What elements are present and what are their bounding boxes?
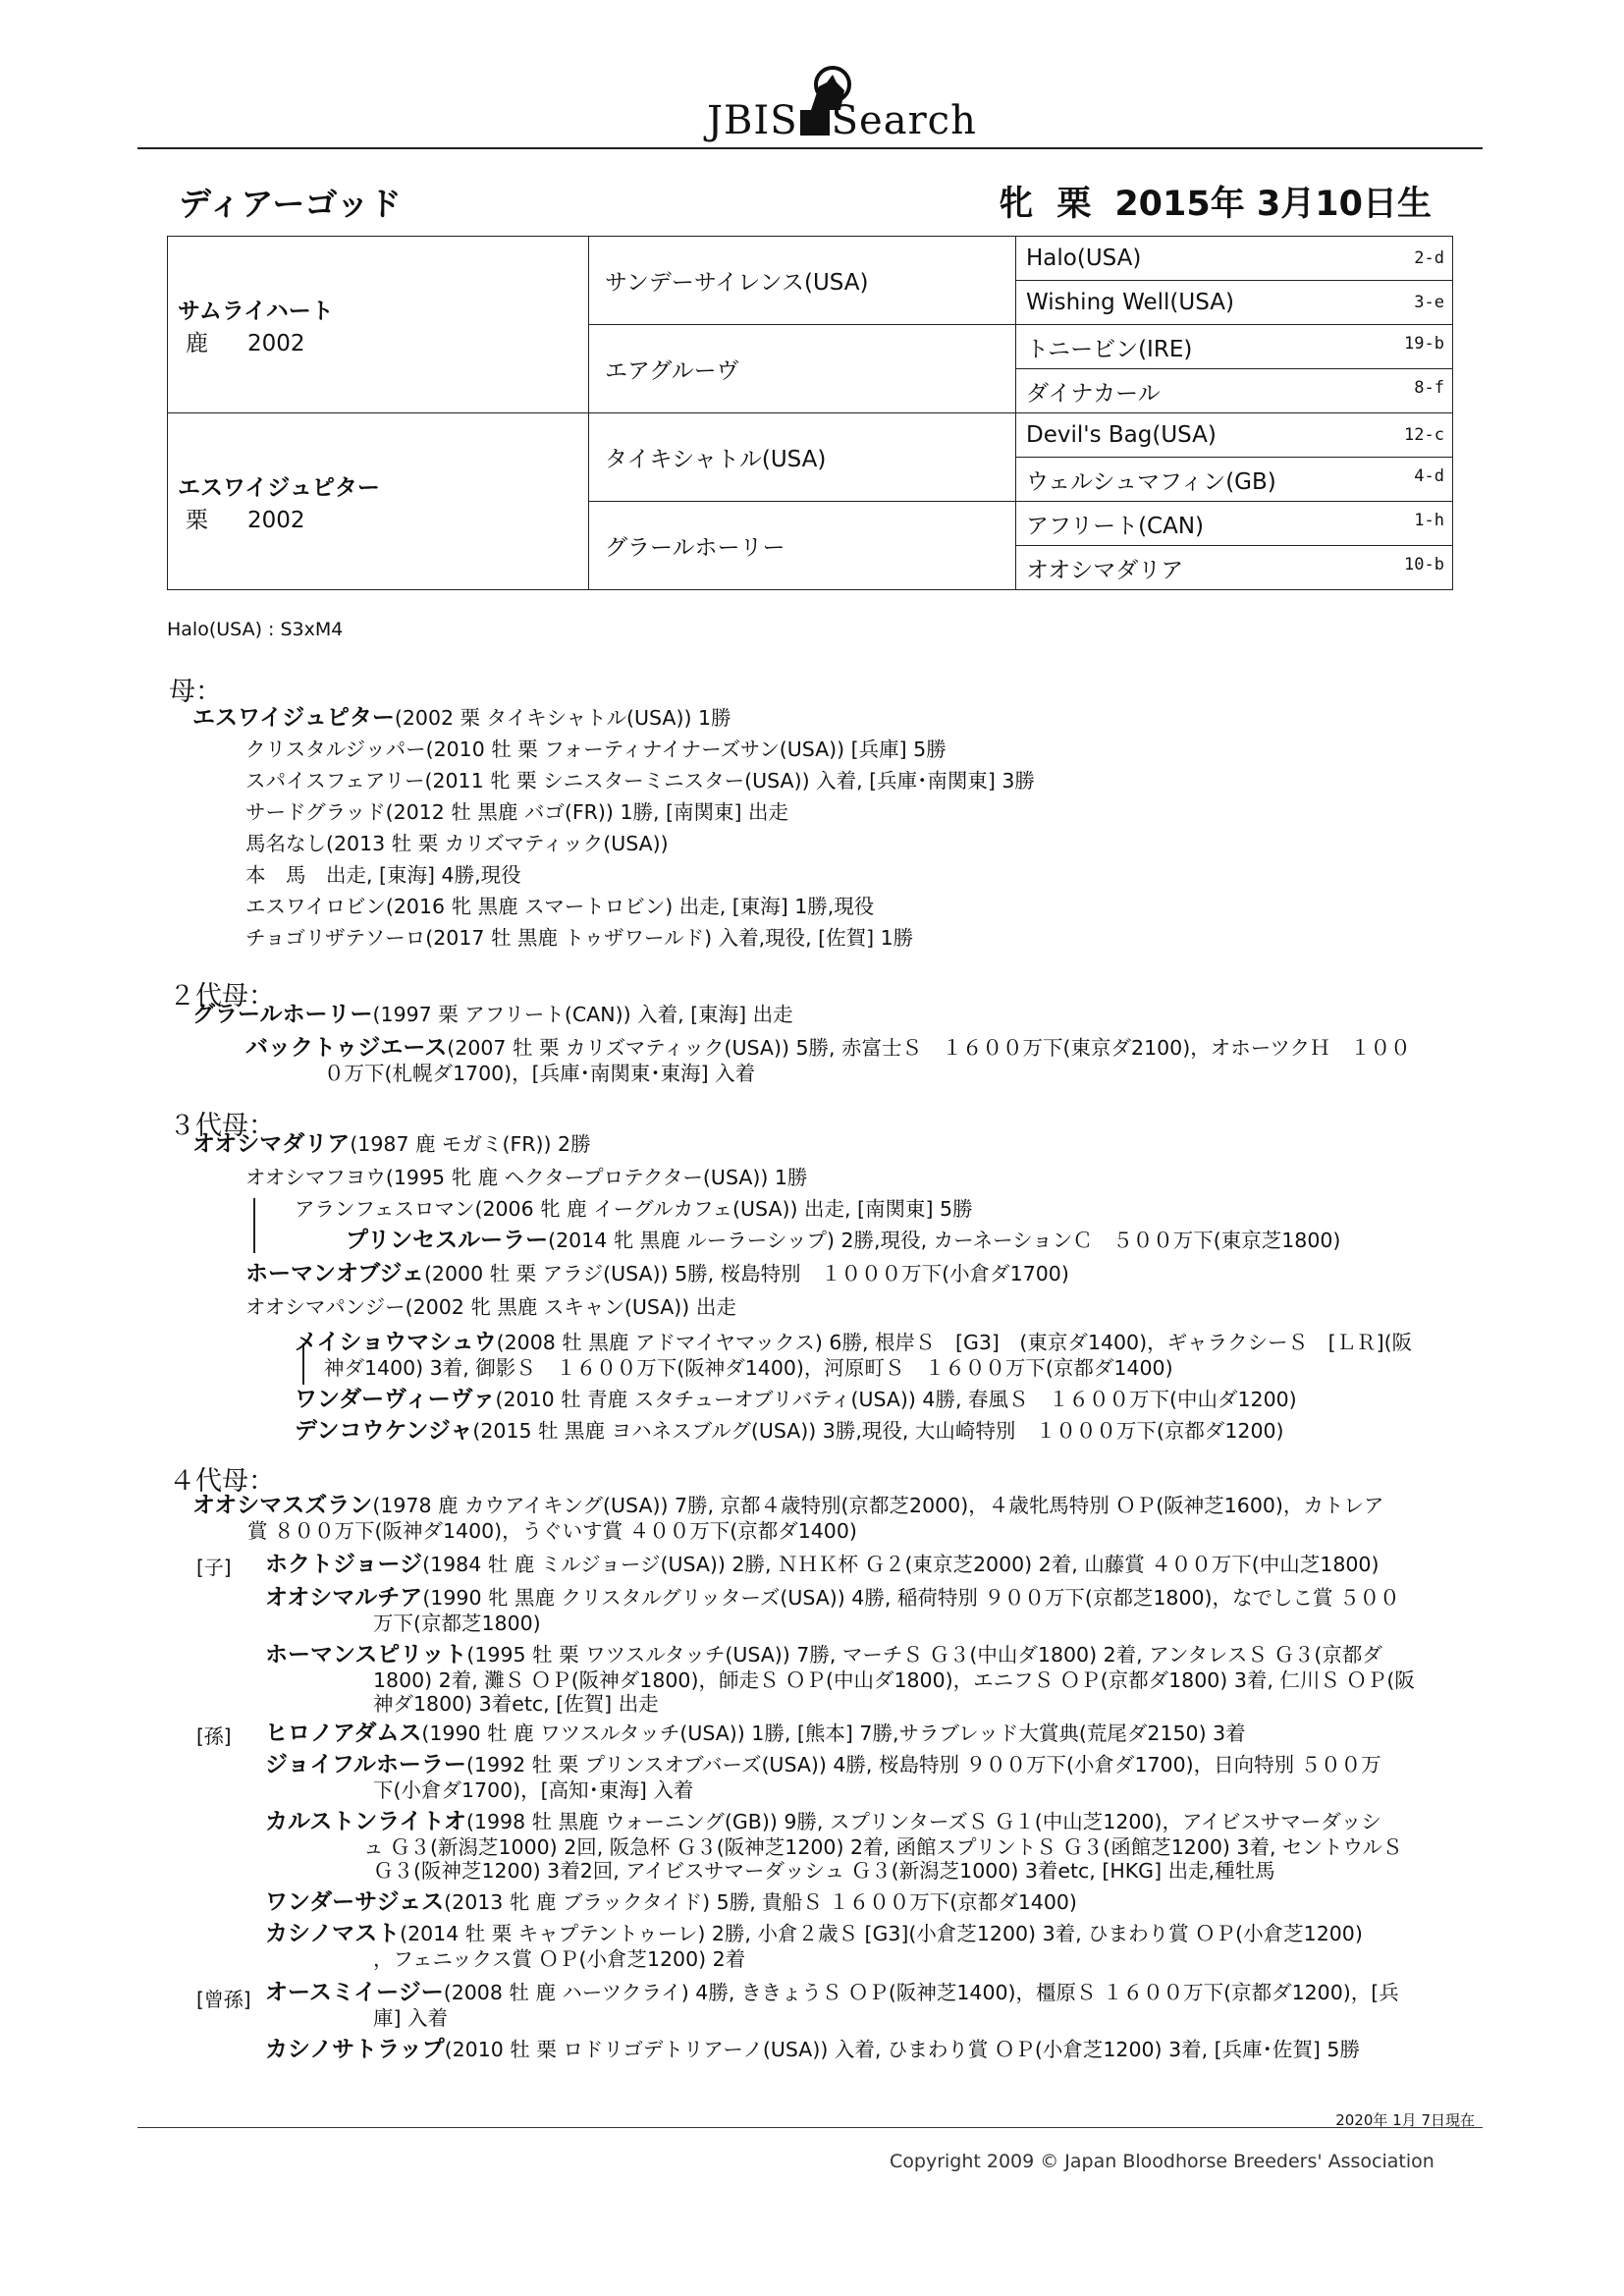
section-g3: ３代母： bbox=[169, 1111, 275, 1141]
section-g4: ４代母： bbox=[169, 1466, 275, 1497]
pedigree-gen3: Halo(USA) 2-d bbox=[1016, 237, 1453, 281]
family-line: アランフェスロマン(2006 牝 鹿 イーグルカフェ(USA)) 出走, [南関東] 5勝 bbox=[295, 1197, 973, 1221]
family-line: ，フェニックス賞 ＯＰ(小倉芝1200) 2着 bbox=[373, 1947, 746, 1971]
section-g2: ２代母： bbox=[169, 981, 275, 1011]
tag-mago: [孫] bbox=[196, 1724, 232, 1748]
family-line: ホーマンオブジェ(2000 牡 栗 アラジ(USA)) 5勝, 桜島特別 １０００万下(小倉ダ1700) bbox=[245, 1261, 1069, 1286]
family-line: 神ダ1400) 3着, 御影Ｓ １６００万下(阪神ダ1400)，河原町Ｓ １６００万下(京都ダ1400) bbox=[324, 1356, 1173, 1380]
logo-text: JBIS Search bbox=[707, 98, 977, 143]
pedigree-gen3: Devil's Bag(USA) 12-c bbox=[1016, 413, 1453, 458]
family-line: 本 馬 出走, [東海] 4勝,現役 bbox=[245, 863, 521, 887]
family-line: 賞 ８００万下(阪神ダ1400)，うぐいす賞 ４００万下(京都ダ1400) bbox=[247, 1519, 857, 1543]
family-line: オオシマルチア(1990 牝 黒鹿 クリスタルグリッターズ(USA)) 4勝, 稲荷特別 ９００万下(京都芝1800)，なでしこ賞 ５００ bbox=[265, 1585, 1400, 1611]
family-line: ジョイフルホーラー(1992 牡 栗 プリンスオブバーズ(USA)) 4勝, 桜島特別 ９００万下(小倉ダ1700)，日向特別 ５００万 bbox=[265, 1752, 1381, 1777]
pedigree-dam: エスワイジュピター 栗 2002 bbox=[168, 413, 589, 590]
family-line: エスワイジュピター(2002 栗 タイキシャトル(USA)) 1勝 bbox=[192, 705, 731, 731]
family-line: チョゴリザテソーロ(2017 牡 黒鹿 トゥザワールド) 入着,現役, [佐賀] 1勝 bbox=[245, 926, 914, 950]
jbis-logo bbox=[707, 61, 977, 149]
family-line: デンコウケンジャ(2015 牡 黒鹿 ヨハネスブルグ(USA)) 3勝,現役, 大山崎特別 １０００万下(京都ダ1200) bbox=[295, 1418, 1284, 1444]
family-line: オオシマスズラン(1978 鹿 カウアイキング(USA)) 7勝, 京都４歳特別(京都芝2000)，４歳牝馬特別 ＯＰ(阪神芝1600)，カトレア bbox=[192, 1493, 1384, 1518]
family-line: カルストンライトオ(1998 牡 黒鹿 ウォーニング(GB)) 9勝, スプリンターズＳ Ｇ１(中山芝1200)，アイビスサマーダッシ bbox=[265, 1809, 1381, 1834]
family-line: ヒロノアダムス(1990 牡 鹿 ワツスルタッチ(USA)) 1勝, [熊本] 7勝,サラブレッド大賞典(荒尾ダ2150) 3着 bbox=[265, 1721, 1246, 1746]
pedigree-table bbox=[167, 236, 1453, 590]
family-line: ０万下(札幌ダ1700)，[兵庫･南関東･東海] 入着 bbox=[324, 1062, 756, 1085]
horse-color: 栗 bbox=[1056, 185, 1092, 224]
family-line: ワンダーサジェス(2013 牝 鹿 ブラックタイド) 5勝, 貴船Ｓ １６００万下(京都ダ1400) bbox=[265, 1889, 1077, 1915]
horse-sex: 牝 bbox=[999, 185, 1034, 224]
family-line: グラールホーリー(1997 栗 アフリート(CAN)) 入着, [東海] 出走 bbox=[192, 1002, 793, 1027]
pedigree-gen3: オオシマダリア 10-b bbox=[1016, 546, 1453, 590]
family-line: カシノマスト(2014 牡 栗 キャプテントゥーレ) 2勝, 小倉２歳Ｓ [G3](小倉芝1200) 3着, ひまわり賞 ＯＰ(小倉芝1200) bbox=[265, 1921, 1363, 1946]
family-line: 神ダ1800) 3着etc, [佐賀] 出走 bbox=[373, 1692, 659, 1716]
family-line: 下(小倉ダ1700)，[高知･東海] 入着 bbox=[373, 1778, 694, 1802]
horse-name: ディアーゴッド bbox=[179, 185, 402, 223]
section-dam: 母： bbox=[169, 677, 222, 707]
inbreeding-note: Halo(USA) : S3xM4 bbox=[167, 619, 344, 640]
header-rule bbox=[137, 147, 1483, 149]
pedigree-gen3: トニービン(IRE) 19-b bbox=[1016, 325, 1453, 369]
family-line: ホクトジョージ(1984 牡 鹿 ミルジョージ(USA)) 2勝, ＮＨＫ杯 Ｇ２(東京芝2000) 2着, 山藤賞 ４００万下(中山芝1800) bbox=[265, 1552, 1380, 1577]
pedigree-gen3: Wishing Well(USA) 3-e bbox=[1016, 281, 1453, 325]
copyright: Copyright 2009 © Japan Bloodhorse Breeders' Association bbox=[890, 2151, 1435, 2172]
family-line: プリンセスルーラー(2014 牝 黒鹿 ルーラーシップ) 2勝,現役, カーネーションＣ ５００万下(東京芝1800) bbox=[346, 1228, 1341, 1253]
lineage-bar bbox=[253, 1198, 255, 1253]
family-line: オースミイージー(2008 牡 鹿 ハーツクライ) 4勝, ききょうＳ ＯＰ(阪神芝1400)，橿原Ｓ １６００万下(京都ダ1200)，[兵 bbox=[265, 1980, 1399, 2005]
family-line: バックトゥジエース(2007 牡 栗 カリズマティック(USA)) 5勝, 赤富士Ｓ １６００万下(東京ダ2100)，オホーツクＨ １００ bbox=[245, 1035, 1411, 1061]
pedigree-gen2: グラールホーリー bbox=[589, 502, 1016, 590]
family-line: メイショウマシュウ(2008 牡 黒鹿 アドマイヤマックス) 6勝, 根岸Ｓ [G3] (東京ダ1400)，ギャラクシーＳ [ＬＲ](阪 bbox=[295, 1330, 1413, 1355]
family-line: オオシマフヨウ(1995 牝 鹿 ヘクタープロテクター(USA)) 1勝 bbox=[245, 1166, 808, 1189]
horse-birth: 2015年 3月10日生 bbox=[1114, 185, 1432, 224]
pedigree-gen2: サンデーサイレンス(USA) bbox=[589, 237, 1016, 325]
family-line: ュ Ｇ３(新潟芝1000) 2回, 阪急杯 Ｇ３(阪神芝1200) 2着, 函館スプリントＳ Ｇ３(函館芝1200) 3着, セントウルＳ bbox=[363, 1835, 1403, 1859]
family-line: ホーマンスピリット(1995 牡 栗 ワツスルタッチ(USA)) 7勝, マーチＳ Ｇ３(中山ダ1800) 2着, アンタレスＳ Ｇ３(京都ダ bbox=[265, 1642, 1382, 1667]
family-line: クリスタルジッパー(2010 牡 栗 フォーティナイナーズサン(USA)) [兵庫] 5勝 bbox=[245, 738, 947, 761]
tag-ko: [子] bbox=[196, 1556, 232, 1579]
family-line: カシノサトラップ(2010 牡 栗 ロドリゴデトリアーノ(USA)) 入着, ひまわり賞 ＯＰ(小倉芝1200) 3着, [兵庫･佐賀] 5勝 bbox=[265, 2037, 1360, 2062]
pedigree-sire: サムライハート 鹿 2002 bbox=[168, 237, 589, 413]
family-line: オオシマパンジー(2002 牝 黒鹿 スキャン(USA)) 出走 bbox=[245, 1295, 736, 1319]
pedigree-gen2: タイキシャトル(USA) bbox=[589, 413, 1016, 502]
family-line: 1800) 2着, 灘Ｓ ＯＰ(阪神ダ1800)，師走Ｓ ＯＰ(中山ダ1800)，エニフＳ ＯＰ(京都ダ1800) 3着, 仁川Ｓ ＯＰ(阪 bbox=[373, 1668, 1415, 1692]
tag-himago: [曾孫] bbox=[196, 1988, 251, 2011]
pedigree-gen3: ウェルシュマフィン(GB) 4-d bbox=[1016, 458, 1453, 502]
as-of-date: 2020年 1月 7日現在 bbox=[1335, 2111, 1475, 2129]
family-line: スパイスフェアリー(2011 牝 栗 シニスターミニスター(USA)) 入着, [兵庫･南関東] 3勝 bbox=[245, 769, 1035, 793]
family-line: サードグラッド(2012 牡 黒鹿 バゴ(FR)) 1勝, [南関東] 出走 bbox=[245, 800, 789, 824]
family-line: Ｇ３(阪神芝1200) 3着2回, アイビスサマーダッシュ Ｇ３(新潟芝1000) 3着etc, [HKG] 出走,種牡馬 bbox=[373, 1859, 1275, 1883]
family-line: ワンダーヴィーヴァ(2010 牡 青鹿 スタチューオブリバティ(USA)) 4勝, 春風Ｓ １６００万下(中山ダ1200) bbox=[295, 1387, 1297, 1412]
pedigree-gen3: アフリート(CAN) 1-h bbox=[1016, 502, 1453, 546]
family-line: 万下(京都芝1800) bbox=[373, 1612, 541, 1635]
family-line: エスワイロビン(2016 牝 黒鹿 スマートロビン) 出走, [東海] 1勝,現役 bbox=[245, 895, 875, 918]
pedigree-gen2: エアグルーヴ bbox=[589, 325, 1016, 413]
family-line: 馬名なし(2013 牡 栗 カリズマティック(USA)) bbox=[245, 832, 669, 855]
family-line: オオシマダリア(1987 鹿 モガミ(FR)) 2勝 bbox=[192, 1131, 591, 1157]
footer-rule bbox=[137, 2127, 1483, 2128]
family-line: 庫] 入着 bbox=[373, 2006, 449, 2030]
pedigree-gen3: ダイナカール 8-f bbox=[1016, 369, 1453, 413]
horse-info bbox=[975, 177, 1432, 226]
